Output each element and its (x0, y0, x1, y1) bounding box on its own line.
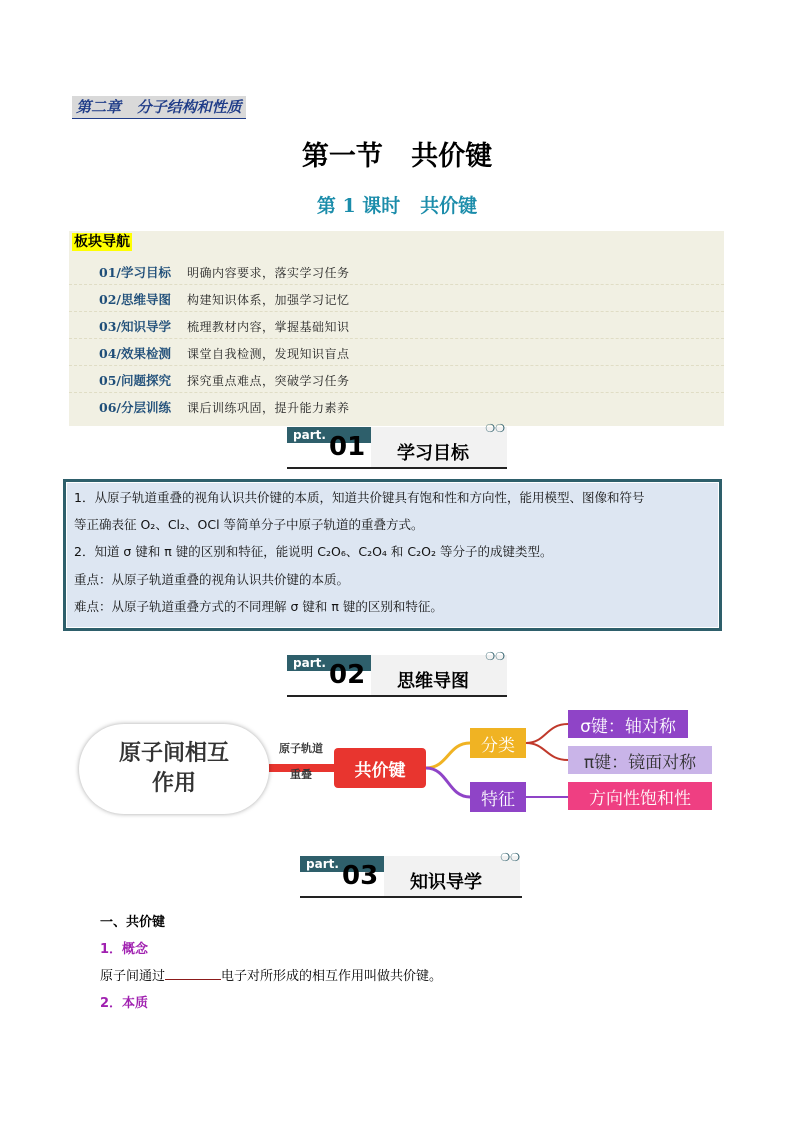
part-label: 学习目标 (397, 443, 469, 464)
nav-row (69, 365, 724, 393)
goal-line: 2．知道 σ 键和 π 键的区别和特征，能说明 C₂O₆、C₂O₄ 和 C₂O₂ 等分子的成键类型。 (74, 544, 553, 559)
part-tag: part. (287, 655, 371, 671)
nav-desc: 课后训练巩固，提升能力素养 (187, 401, 350, 415)
section-navigation (69, 231, 724, 426)
key-point: 重点：从原子轨道重叠的视角认识共价键的本质。 (74, 572, 350, 587)
fill-in-blank[interactable] (165, 967, 221, 980)
mind-map (76, 700, 726, 830)
goal-line: 1．从原子轨道重叠的视角认识共价键的本质，知道共价键具有饱和性和方向性，能用模型、图像和符号 (74, 490, 645, 505)
nav-row (69, 284, 724, 312)
nav-desc: 梳理教材内容，掌握基础知识 (187, 320, 350, 334)
classify-node: 分类 (470, 728, 526, 758)
nav-code: 01/学习目标 (99, 265, 171, 280)
difficult-point: 难点：从原子轨道重叠方式的不同理解 σ 键和 π 键的区别和特征。 (74, 599, 443, 614)
connector-label (272, 742, 330, 786)
navigation-title: 板块导航 (74, 234, 130, 250)
part-01-header (287, 422, 507, 469)
nav-code: 02/思维导图 (99, 292, 171, 307)
part-number: 02 (329, 660, 366, 690)
nav-desc: 探究重点难点，突破学习任务 (187, 374, 350, 388)
nav-desc: 构建知识体系，加强学习记忆 (187, 293, 350, 307)
mindmap-center-node: 共价键 (334, 748, 426, 788)
root-line: 原子间相互 (118, 741, 229, 766)
paragraph-text: 原子间通过 (100, 969, 166, 984)
paragraph-text: 电子对所形成的相互作用叫做共价键。 (221, 969, 443, 984)
chapter-heading: 第二章 分子结构和性质 (72, 96, 246, 119)
part-label: 思维导图 (397, 671, 469, 692)
part-number: 03 (342, 861, 379, 891)
subsection-heading: 1．概念 (100, 942, 149, 957)
nav-code: 06/分层训练 (99, 400, 171, 415)
part-tag: part. (287, 427, 371, 443)
nav-code: 03/知识导学 (99, 319, 171, 334)
goal-line: 等正确表征 O₂、Cl₂、OCl 等简单分子中原子轨道的重叠方式。 (74, 517, 424, 532)
part-02-header (287, 650, 507, 697)
part-tag: part. (300, 856, 384, 872)
connector-label-line: 重叠 (290, 768, 312, 781)
nav-row (69, 257, 724, 285)
droplets-icon: ❍❍ (500, 851, 520, 864)
page-title: 第一节 共价键 (301, 141, 493, 172)
nav-desc: 明确内容要求，落实学习任务 (187, 266, 350, 280)
part-03-header (300, 851, 522, 898)
paragraph (100, 965, 442, 984)
subsection-heading: 2．本质 (100, 996, 149, 1011)
part-number: 01 (329, 432, 366, 462)
nav-code: 04/效果检测 (99, 346, 171, 361)
lesson-subtitle: 第 1 课时 共价键 (316, 195, 478, 217)
mindmap-root-node (79, 724, 269, 814)
nav-code: 05/问题探究 (99, 373, 171, 388)
section-heading: 一、共价键 (100, 915, 166, 930)
nav-row (69, 392, 724, 419)
droplets-icon: ❍❍ (485, 422, 505, 435)
part-label: 知识导学 (410, 872, 482, 893)
nav-row (69, 338, 724, 366)
root-line: 作用 (151, 771, 196, 796)
pi-bond-node: π键：镜面对称 (568, 746, 712, 774)
learning-goals-box (63, 479, 722, 631)
feature-node: 特征 (470, 782, 526, 812)
nav-desc: 课堂自我检测，发现知识盲点 (187, 347, 350, 361)
droplets-icon: ❍❍ (485, 650, 505, 663)
connector-label-line: 原子轨道 (279, 742, 323, 755)
sigma-bond-node: σ键：轴对称 (568, 710, 688, 738)
feature-item-node: 方向性饱和性 (568, 782, 712, 810)
nav-row (69, 311, 724, 339)
